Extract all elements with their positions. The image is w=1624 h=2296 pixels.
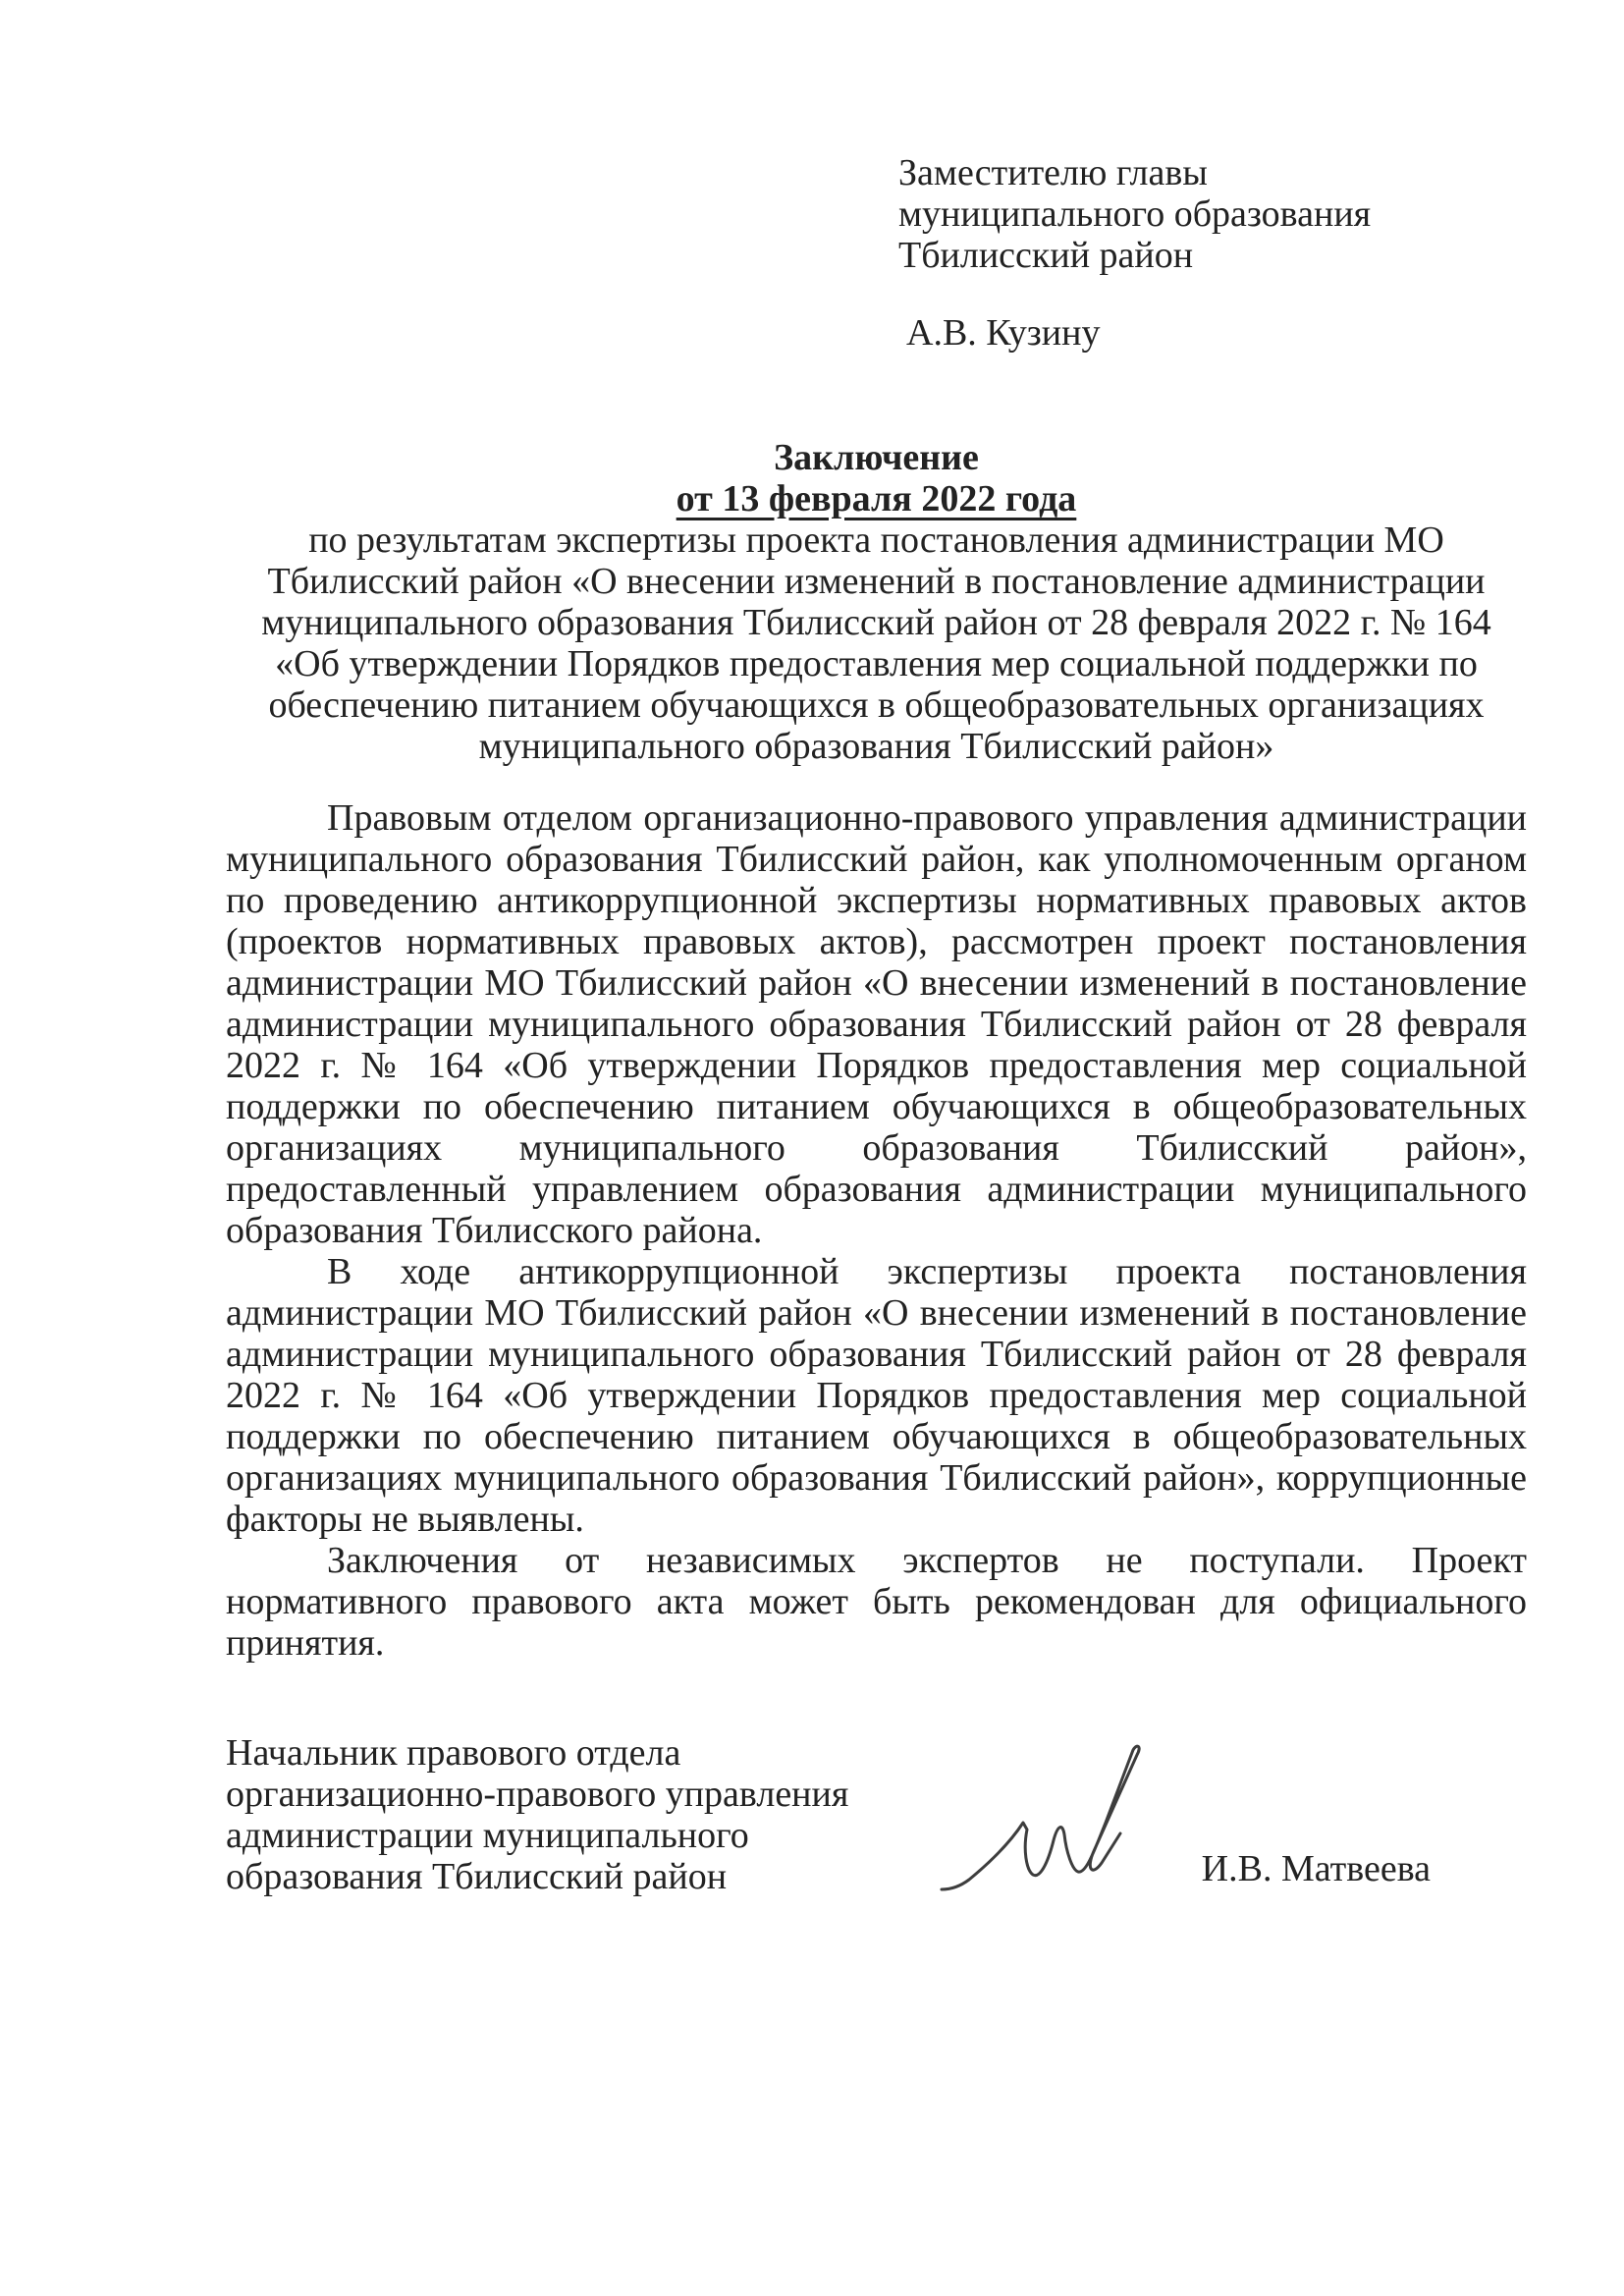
addressee-name: А.В. Кузину (906, 312, 1101, 354)
addressee-line: Заместителю главы (898, 152, 1208, 193)
document-title: Заключение (774, 437, 979, 478)
addressee-block (898, 152, 1527, 276)
signature-row (226, 1732, 1527, 1899)
signatory-position-line: администрации муниципального (226, 1815, 749, 1856)
paragraph-2: В ходе антикоррупционной экспертизы проекта постановления администрации МО Тбилисский район «О внесении изменений в постановление администрации муниципального образования Тбилисский район от 28 февраля 2022 г. № 164 «Об утверждении Порядков предоставления мер социальной поддержки по обеспечению питанием обучающихся в общеобразовательных организациях муниципального образования Тбилисский район», коррупционные факторы не выявлены. (226, 1251, 1527, 1540)
paragraph-1: Правовым отделом организационно-правового управления администрации муниципального образования Тбилисский район, как уполномоченным органом по проведению антикоррупционной экспертизы нормативных правовых актов (проектов нормативных правовых актов), рассмотрен проект постановления администрации МО Тбилисский район «О внесении изменений в постановление администрации муниципального образования Тбилисский район от 28 февраля 2022 г. № 164 «Об утверждении Порядков предоставления мер социальной поддержки по обеспечению питанием обучающихся в общеобразовательных организациях муниципального образования Тбилисский район», предоставленный управлением образования администрации муниципального образования Тбилисского района. (226, 797, 1527, 1251)
document-date: от 13 февраля 2022 года (676, 478, 1077, 519)
addressee-line: Тбилисский район (898, 235, 1194, 276)
paragraph-3: Заключения от независимых экспертов не поступали. Проект нормативного правового акта может быть рекомендован для официального принятия. (226, 1540, 1527, 1664)
handwritten-signature-icon (938, 1732, 1149, 1899)
addressee-line: муниципального образования (898, 193, 1372, 235)
signatory-position-line: Начальник правового отдела (226, 1732, 681, 1774)
signatory-position-line: образования Тбилисский район (226, 1856, 728, 1897)
signatory-position-line: организационно-правового управления (226, 1774, 849, 1815)
document-subtitle: по результатам экспертизы проекта постановления администрации МО Тбилисский район «О внесении изменений в постановление администрации муниципального образования Тбилисский район от 28 февраля 2022 г. № 164 «Об утверждении Порядков предоставления мер социальной поддержки по обеспечению питанием обучающихся в общеобразовательных организациях муниципального образования Тбилисский район» (261, 519, 1491, 767)
signatory-name: И.В. Матвеева (1201, 1848, 1431, 1889)
